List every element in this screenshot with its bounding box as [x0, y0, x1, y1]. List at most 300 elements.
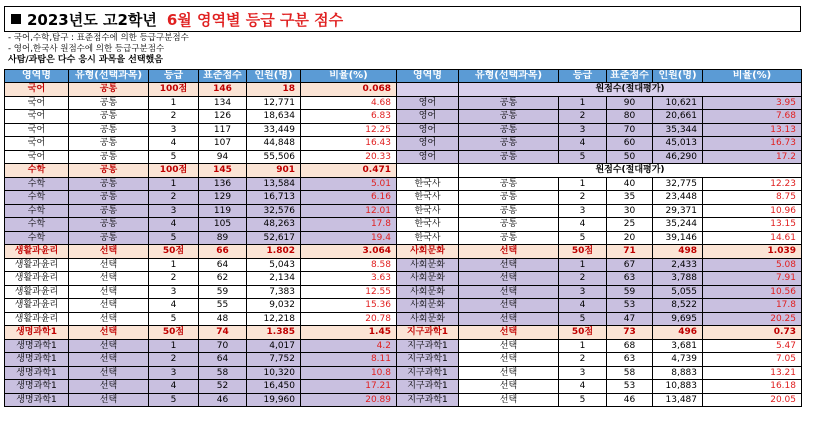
- cell-count: 18,634: [247, 110, 301, 124]
- left-table-body: [5, 83, 397, 407]
- cell-score: 50: [607, 150, 653, 164]
- cell-count: 12,218: [247, 312, 301, 326]
- table-row: [5, 177, 397, 191]
- cell-grade: 100점: [149, 164, 199, 178]
- cell-count: 7,383: [247, 285, 301, 299]
- cell-grade: 2: [149, 272, 199, 286]
- cell-type: 공통: [69, 204, 149, 218]
- cell-type: 공통: [69, 137, 149, 151]
- cell-count: 498: [653, 245, 703, 259]
- cell-count: 13,584: [247, 177, 301, 191]
- cell-count: 39,146: [653, 231, 703, 245]
- cell-grade: 5: [149, 312, 199, 326]
- cell-score: 74: [199, 326, 247, 340]
- cell-score: 63: [607, 272, 653, 286]
- cell-score: 30: [607, 204, 653, 218]
- cell-count: 12,771: [247, 96, 301, 110]
- cell-area: 사회문화: [397, 285, 459, 299]
- cell-type: 선택: [459, 299, 559, 313]
- cell-score: 48: [199, 312, 247, 326]
- cell-score: 70: [607, 123, 653, 137]
- cell-grade: 5: [149, 393, 199, 407]
- cell-count: 9,695: [653, 312, 703, 326]
- cell-area: 수학: [5, 164, 69, 178]
- cell-area: 영어: [397, 137, 459, 151]
- cell-grade: 2: [149, 353, 199, 367]
- cell-grade: 50점: [559, 245, 607, 259]
- table-row: [5, 353, 397, 367]
- cell-grade: 5: [149, 231, 199, 245]
- table-row: [397, 272, 802, 286]
- cell-score: 89: [199, 231, 247, 245]
- cell-score: 117: [199, 123, 247, 137]
- table-row: [5, 150, 397, 164]
- cell-score: 105: [199, 218, 247, 232]
- cell-score: 126: [199, 110, 247, 124]
- cell-count: 19,960: [247, 393, 301, 407]
- cell-grade: 3: [559, 366, 607, 380]
- column-header: 인원(명): [247, 70, 301, 83]
- table-row: [397, 285, 802, 299]
- column-header: 표준점수: [199, 70, 247, 83]
- table-row: [397, 326, 802, 340]
- cell-grade: 5: [559, 231, 607, 245]
- cell-area: 한국사: [397, 231, 459, 245]
- cell-count: 8,883: [653, 366, 703, 380]
- cell-grade: 2: [559, 191, 607, 205]
- cell-area: 생명과학1: [5, 366, 69, 380]
- cell-area: 사회문화: [397, 312, 459, 326]
- cell-type: 공통: [69, 191, 149, 205]
- cell-grade: 50점: [559, 326, 607, 340]
- cell-ratio: 10.96: [703, 204, 802, 218]
- column-header: 표준점수: [607, 70, 653, 83]
- cell-grade: 3: [559, 285, 607, 299]
- table-row: [5, 285, 397, 299]
- cell-count: 2,433: [653, 258, 703, 272]
- cell-type: 선택: [69, 285, 149, 299]
- table-row: [5, 83, 397, 97]
- table-row: [397, 110, 802, 124]
- cell-ratio: 16.43: [301, 137, 397, 151]
- cell-score: 40: [607, 177, 653, 191]
- cell-area: 생활과윤리: [5, 258, 69, 272]
- section-header-blank: [397, 164, 459, 178]
- cell-area: 사회문화: [397, 272, 459, 286]
- cell-area: 수학: [5, 231, 69, 245]
- cell-type: 공통: [459, 191, 559, 205]
- cell-grade: 5: [559, 150, 607, 164]
- table-row: [5, 231, 397, 245]
- cell-grade: 1: [559, 96, 607, 110]
- cell-grade: 2: [559, 272, 607, 286]
- column-header: 유형(선택과목): [69, 70, 149, 83]
- table-row: [5, 339, 397, 353]
- cell-grade: 2: [149, 191, 199, 205]
- table-row: [397, 231, 802, 245]
- cell-grade: 3: [149, 366, 199, 380]
- cell-ratio: 20.89: [301, 393, 397, 407]
- cell-type: 선택: [459, 339, 559, 353]
- cell-ratio: 4.68: [301, 96, 397, 110]
- cell-ratio: 13.21: [703, 366, 802, 380]
- cell-area: 영어: [397, 110, 459, 124]
- section-header-history: 원점수(절대평가): [459, 164, 802, 178]
- cell-count: 52,617: [247, 231, 301, 245]
- cell-score: 94: [199, 150, 247, 164]
- cell-score: 53: [607, 299, 653, 313]
- cell-score: 46: [607, 393, 653, 407]
- cell-type: 공통: [459, 110, 559, 124]
- title-highlight: 6월 영역별 등급 구분 점수: [166, 10, 344, 29]
- cell-ratio: 10.56: [703, 285, 802, 299]
- cell-ratio: 15.36: [301, 299, 397, 313]
- cell-area: 수학: [5, 177, 69, 191]
- cell-grade: 3: [559, 204, 607, 218]
- cell-count: 16,450: [247, 380, 301, 394]
- cell-type: 선택: [69, 312, 149, 326]
- cell-ratio: 20.78: [301, 312, 397, 326]
- cell-score: 35: [607, 191, 653, 205]
- table-row: [397, 312, 802, 326]
- cell-count: 1.802: [247, 245, 301, 259]
- cell-count: 46,290: [653, 150, 703, 164]
- table-row: [5, 326, 397, 340]
- cell-count: 32,775: [653, 177, 703, 191]
- cell-grade: 4: [559, 218, 607, 232]
- cell-count: 3,681: [653, 339, 703, 353]
- cell-count: 45,013: [653, 137, 703, 151]
- cell-area: 한국사: [397, 204, 459, 218]
- cell-area: 국어: [5, 123, 69, 137]
- cell-grade: 1: [149, 96, 199, 110]
- cell-type: 공통: [69, 110, 149, 124]
- table-row: [397, 96, 802, 110]
- cell-score: 20: [607, 231, 653, 245]
- cell-grade: 1: [149, 339, 199, 353]
- cell-score: 58: [199, 366, 247, 380]
- table-row: [5, 96, 397, 110]
- cell-count: 33,449: [247, 123, 301, 137]
- cell-count: 18: [247, 83, 301, 97]
- column-header: 비율(%): [703, 70, 802, 83]
- cell-grade: 1: [559, 339, 607, 353]
- cell-type: 선택: [459, 380, 559, 394]
- cell-type: 선택: [69, 258, 149, 272]
- cell-ratio: 3.63: [301, 272, 397, 286]
- cell-ratio: 3.064: [301, 245, 397, 259]
- table-row: [397, 380, 802, 394]
- table-row: [397, 258, 802, 272]
- cell-grade: 2: [149, 110, 199, 124]
- cell-area: 사회문화: [397, 299, 459, 313]
- cell-grade: 3: [149, 123, 199, 137]
- cell-ratio: 8.75: [703, 191, 802, 205]
- cell-count: 8,522: [653, 299, 703, 313]
- cell-score: 107: [199, 137, 247, 151]
- cell-type: 공통: [459, 96, 559, 110]
- cell-ratio: 5.47: [703, 339, 802, 353]
- cell-ratio: 8.11: [301, 353, 397, 367]
- cell-score: 73: [607, 326, 653, 340]
- table-row: [5, 123, 397, 137]
- cell-area: 생활과윤리: [5, 299, 69, 313]
- cell-count: 16,713: [247, 191, 301, 205]
- cell-grade: 50점: [149, 326, 199, 340]
- cell-grade: 4: [149, 380, 199, 394]
- note-line: - 국어,수학,탐구 : 표준점수에 의한 등급구분점수: [8, 33, 189, 43]
- cell-grade: 5: [559, 393, 607, 407]
- cell-type: 선택: [69, 380, 149, 394]
- cell-grade: 5: [149, 150, 199, 164]
- cell-grade: 2: [559, 353, 607, 367]
- table-row: [397, 245, 802, 259]
- cell-score: 134: [199, 96, 247, 110]
- table-row: [5, 191, 397, 205]
- cell-type: 선택: [459, 258, 559, 272]
- cell-score: 63: [607, 353, 653, 367]
- cell-type: 공통: [459, 204, 559, 218]
- table-row: [397, 123, 802, 137]
- left-grade-table: [4, 69, 397, 407]
- cell-ratio: 12.23: [703, 177, 802, 191]
- table-row: [5, 299, 397, 313]
- cell-ratio: 10.8: [301, 366, 397, 380]
- cell-count: 2,134: [247, 272, 301, 286]
- cell-ratio: 17.21: [301, 380, 397, 394]
- cell-grade: 1: [149, 177, 199, 191]
- cell-area: 생활과윤리: [5, 312, 69, 326]
- cell-ratio: 13.13: [703, 123, 802, 137]
- cell-area: 생명과학1: [5, 393, 69, 407]
- right-table-body: [397, 83, 802, 407]
- cell-area: 지구과학1: [397, 393, 459, 407]
- cell-count: 9,032: [247, 299, 301, 313]
- table-row: [397, 299, 802, 313]
- cell-area: 생명과학1: [5, 339, 69, 353]
- cell-area: 수학: [5, 204, 69, 218]
- cell-ratio: 19.4: [301, 231, 397, 245]
- cell-area: 한국사: [397, 218, 459, 232]
- cell-ratio: 16.73: [703, 137, 802, 151]
- cell-area: 생활과윤리: [5, 272, 69, 286]
- cell-type: 공통: [459, 231, 559, 245]
- cell-score: 80: [607, 110, 653, 124]
- cell-score: 136: [199, 177, 247, 191]
- table-row: [397, 191, 802, 205]
- cell-count: 35,244: [653, 218, 703, 232]
- cell-ratio: 7.91: [703, 272, 802, 286]
- cell-count: 32,576: [247, 204, 301, 218]
- cell-area: 국어: [5, 96, 69, 110]
- cell-ratio: 8.58: [301, 258, 397, 272]
- cell-type: 선택: [69, 393, 149, 407]
- cell-ratio: 12.01: [301, 204, 397, 218]
- cell-score: 64: [199, 258, 247, 272]
- cell-grade: 5: [559, 312, 607, 326]
- cell-grade: 3: [149, 285, 199, 299]
- cell-ratio: 4.2: [301, 339, 397, 353]
- cell-area: 지구과학1: [397, 326, 459, 340]
- cell-ratio: 16.18: [703, 380, 802, 394]
- cell-area: 영어: [397, 150, 459, 164]
- cell-count: 13,487: [653, 393, 703, 407]
- cell-score: 59: [199, 285, 247, 299]
- cell-type: 공통: [459, 218, 559, 232]
- cell-ratio: 17.2: [703, 150, 802, 164]
- cell-type: 선택: [459, 393, 559, 407]
- cell-area: 수학: [5, 218, 69, 232]
- cell-type: 선택: [459, 353, 559, 367]
- cell-grade: 3: [149, 204, 199, 218]
- cell-area: 생명과학1: [5, 353, 69, 367]
- cell-ratio: 1.039: [703, 245, 802, 259]
- cell-area: 생명과학1: [5, 380, 69, 394]
- black-square-icon: [11, 14, 21, 24]
- column-header: 등급: [559, 70, 607, 83]
- column-header: 비율(%): [301, 70, 397, 83]
- cell-ratio: 12.55: [301, 285, 397, 299]
- cell-score: 70: [199, 339, 247, 353]
- cell-type: 공통: [69, 83, 149, 97]
- cell-score: 145: [199, 164, 247, 178]
- cell-type: 선택: [69, 366, 149, 380]
- cell-grade: 4: [149, 137, 199, 151]
- cell-count: 10,320: [247, 366, 301, 380]
- cell-area: 사회문화: [397, 258, 459, 272]
- cell-score: 60: [607, 137, 653, 151]
- cell-type: 공통: [69, 177, 149, 191]
- cell-grade: 3: [559, 123, 607, 137]
- cell-area: 지구과학1: [397, 339, 459, 353]
- cell-area: 생활과윤리: [5, 245, 69, 259]
- cell-count: 44,848: [247, 137, 301, 151]
- cell-grade: 1: [559, 258, 607, 272]
- cell-count: 10,883: [653, 380, 703, 394]
- cell-ratio: 20.05: [703, 393, 802, 407]
- table-row: [397, 393, 802, 407]
- cell-area: 지구과학1: [397, 353, 459, 367]
- table-row: [5, 245, 397, 259]
- column-header: 유형(선택과목): [459, 70, 559, 83]
- cell-type: 공통: [69, 218, 149, 232]
- cell-score: 62: [199, 272, 247, 286]
- table-row: [397, 218, 802, 232]
- cell-count: 1.385: [247, 326, 301, 340]
- table-row: [5, 380, 397, 394]
- cell-area: 국어: [5, 137, 69, 151]
- cell-count: 35,344: [653, 123, 703, 137]
- table-row: [5, 110, 397, 124]
- section-header-english: 원점수(절대평가): [459, 83, 802, 97]
- cell-type: 선택: [69, 326, 149, 340]
- cell-score: 90: [607, 96, 653, 110]
- cell-score: 25: [607, 218, 653, 232]
- cell-type: 공통: [69, 123, 149, 137]
- cell-type: 공통: [459, 123, 559, 137]
- table-row: [397, 339, 802, 353]
- cell-area: 영어: [397, 123, 459, 137]
- table-row: [5, 272, 397, 286]
- cell-count: 10,621: [653, 96, 703, 110]
- cell-score: 53: [607, 380, 653, 394]
- cell-grade: 100점: [149, 83, 199, 97]
- cell-grade: 4: [559, 380, 607, 394]
- cell-type: 공통: [459, 137, 559, 151]
- cell-count: 29,371: [653, 204, 703, 218]
- cell-ratio: 7.68: [703, 110, 802, 124]
- cell-grade: 1: [559, 177, 607, 191]
- cell-ratio: 0.73: [703, 326, 802, 340]
- cell-ratio: 1.45: [301, 326, 397, 340]
- cell-type: 공통: [69, 164, 149, 178]
- notes: [8, 33, 189, 66]
- cell-type: 선택: [69, 339, 149, 353]
- table-row: [5, 312, 397, 326]
- cell-type: 선택: [459, 245, 559, 259]
- cell-area: 국어: [5, 150, 69, 164]
- cell-area: 영어: [397, 96, 459, 110]
- table-row: [5, 393, 397, 407]
- cell-type: 공통: [69, 96, 149, 110]
- page-title: [4, 6, 801, 32]
- cell-grade: 4: [559, 299, 607, 313]
- cell-score: 129: [199, 191, 247, 205]
- cell-ratio: 6.16: [301, 191, 397, 205]
- cell-area: 생명과학1: [5, 326, 69, 340]
- cell-grade: 2: [559, 110, 607, 124]
- cell-type: 선택: [69, 299, 149, 313]
- table-row: [397, 177, 802, 191]
- cell-area: 국어: [5, 110, 69, 124]
- cell-count: 5,055: [653, 285, 703, 299]
- cell-grade: 4: [149, 218, 199, 232]
- note-line: - 영어,한국사 원점수에 의한 등급구분점수: [8, 44, 165, 54]
- cell-grade: 50점: [149, 245, 199, 259]
- cell-count: 4,739: [653, 353, 703, 367]
- cell-count: 4,017: [247, 339, 301, 353]
- section-header-row: [397, 164, 802, 178]
- table-header-row: [397, 70, 802, 83]
- cell-area: 지구과학1: [397, 380, 459, 394]
- cell-type: 선택: [459, 366, 559, 380]
- cell-score: 47: [607, 312, 653, 326]
- cell-score: 67: [607, 258, 653, 272]
- note-bold: 사탐/과탐은 다수 응시 과목을 선택했음: [8, 55, 163, 65]
- cell-count: 496: [653, 326, 703, 340]
- cell-count: 5,043: [247, 258, 301, 272]
- cell-ratio: 12.25: [301, 123, 397, 137]
- cell-type: 공통: [459, 150, 559, 164]
- cell-ratio: 0.471: [301, 164, 397, 178]
- cell-score: 68: [607, 339, 653, 353]
- cell-score: 46: [199, 393, 247, 407]
- section-header-blank: [397, 83, 459, 97]
- cell-type: 선택: [69, 272, 149, 286]
- column-header: 등급: [149, 70, 199, 83]
- cell-ratio: 20.33: [301, 150, 397, 164]
- cell-grade: 4: [149, 299, 199, 313]
- cell-ratio: 20.25: [703, 312, 802, 326]
- cell-area: 한국사: [397, 177, 459, 191]
- table-row: [397, 353, 802, 367]
- cell-type: 선택: [459, 285, 559, 299]
- cell-score: 146: [199, 83, 247, 97]
- cell-ratio: 5.01: [301, 177, 397, 191]
- cell-type: 선택: [459, 272, 559, 286]
- cell-ratio: 13.15: [703, 218, 802, 232]
- column-header: 영역명: [5, 70, 69, 83]
